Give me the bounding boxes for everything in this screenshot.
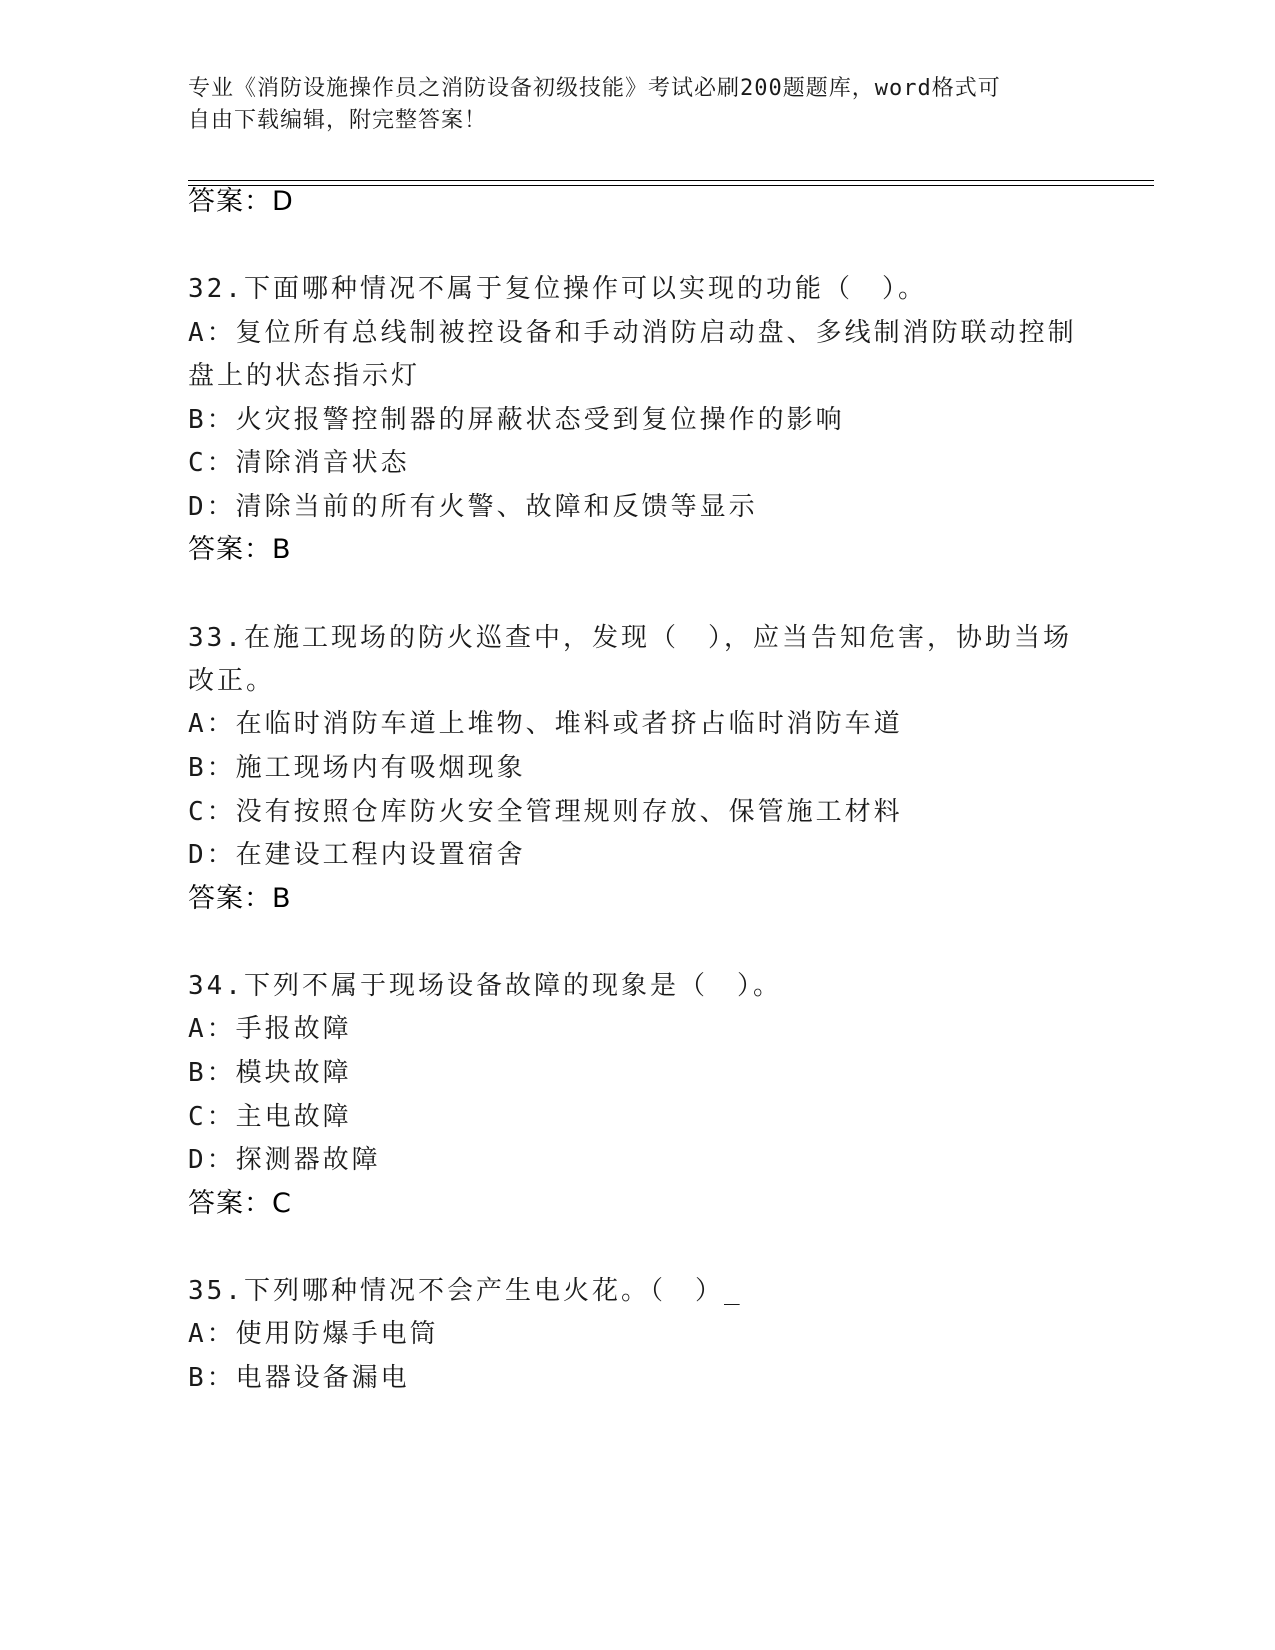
option-b: B：模块故障 — [188, 1058, 352, 1088]
option-b: B：施工现场内有吸烟现象 — [188, 753, 526, 783]
option-a: A：手报故障 — [188, 1014, 352, 1044]
option-a: A：复位所有总线制被控设备和手动消防启动盘、多线制消防联动控制 — [188, 318, 1077, 348]
option-d: D：探测器故障 — [188, 1145, 381, 1175]
option-b: B：电器设备漏电 — [188, 1363, 410, 1393]
header-line-1: 专业《消防设施操作员之消防设备初级技能》考试必刷200题题库，word格式可 — [188, 76, 1001, 101]
question-stem: 34.下列不属于现场设备故障的现象是（ ）。 — [188, 971, 782, 1001]
option-d: D：清除当前的所有火警、故障和反馈等显示 — [188, 492, 758, 522]
header-divider-bottom — [188, 185, 1154, 186]
option-a-continued: 盘上的状态指示灯 — [188, 361, 421, 391]
option-c: C：主电故障 — [188, 1102, 352, 1132]
option-c: C：没有按照仓库防火安全管理规则存放、保管施工材料 — [188, 797, 903, 827]
option-b: B：火灾报警控制器的屏蔽状态受到复位操作的影响 — [188, 405, 845, 435]
header-divider-top — [188, 180, 1154, 181]
question-stem-continued: 改正。 — [188, 666, 276, 696]
option-a: A：使用防爆手电筒 — [188, 1319, 439, 1349]
option-a: A：在临时消防车道上堆物、堆料或者挤占临时消防车道 — [188, 709, 903, 739]
header-line-2: 自由下载编辑，附完整答案！ — [188, 108, 488, 133]
answer-line: 答案：B — [188, 883, 292, 914]
document-header — [188, 73, 1088, 137]
answer-line: 答案：D — [188, 186, 294, 217]
option-d: D：在建设工程内设置宿舍 — [188, 840, 526, 870]
question-stem: 32.下面哪种情况不属于复位操作可以实现的功能（ ）。 — [188, 274, 927, 304]
option-c: C：清除消音状态 — [188, 448, 410, 478]
answer-line: 答案：C — [188, 1188, 292, 1219]
question-stem: 33.在施工现场的防火巡查中，发现（ ），应当告知危害，协助当场 — [188, 623, 1072, 653]
question-stem: 35.下列哪种情况不会产生电火花。（ ）_ — [188, 1276, 743, 1306]
answer-line: 答案：B — [188, 534, 292, 565]
